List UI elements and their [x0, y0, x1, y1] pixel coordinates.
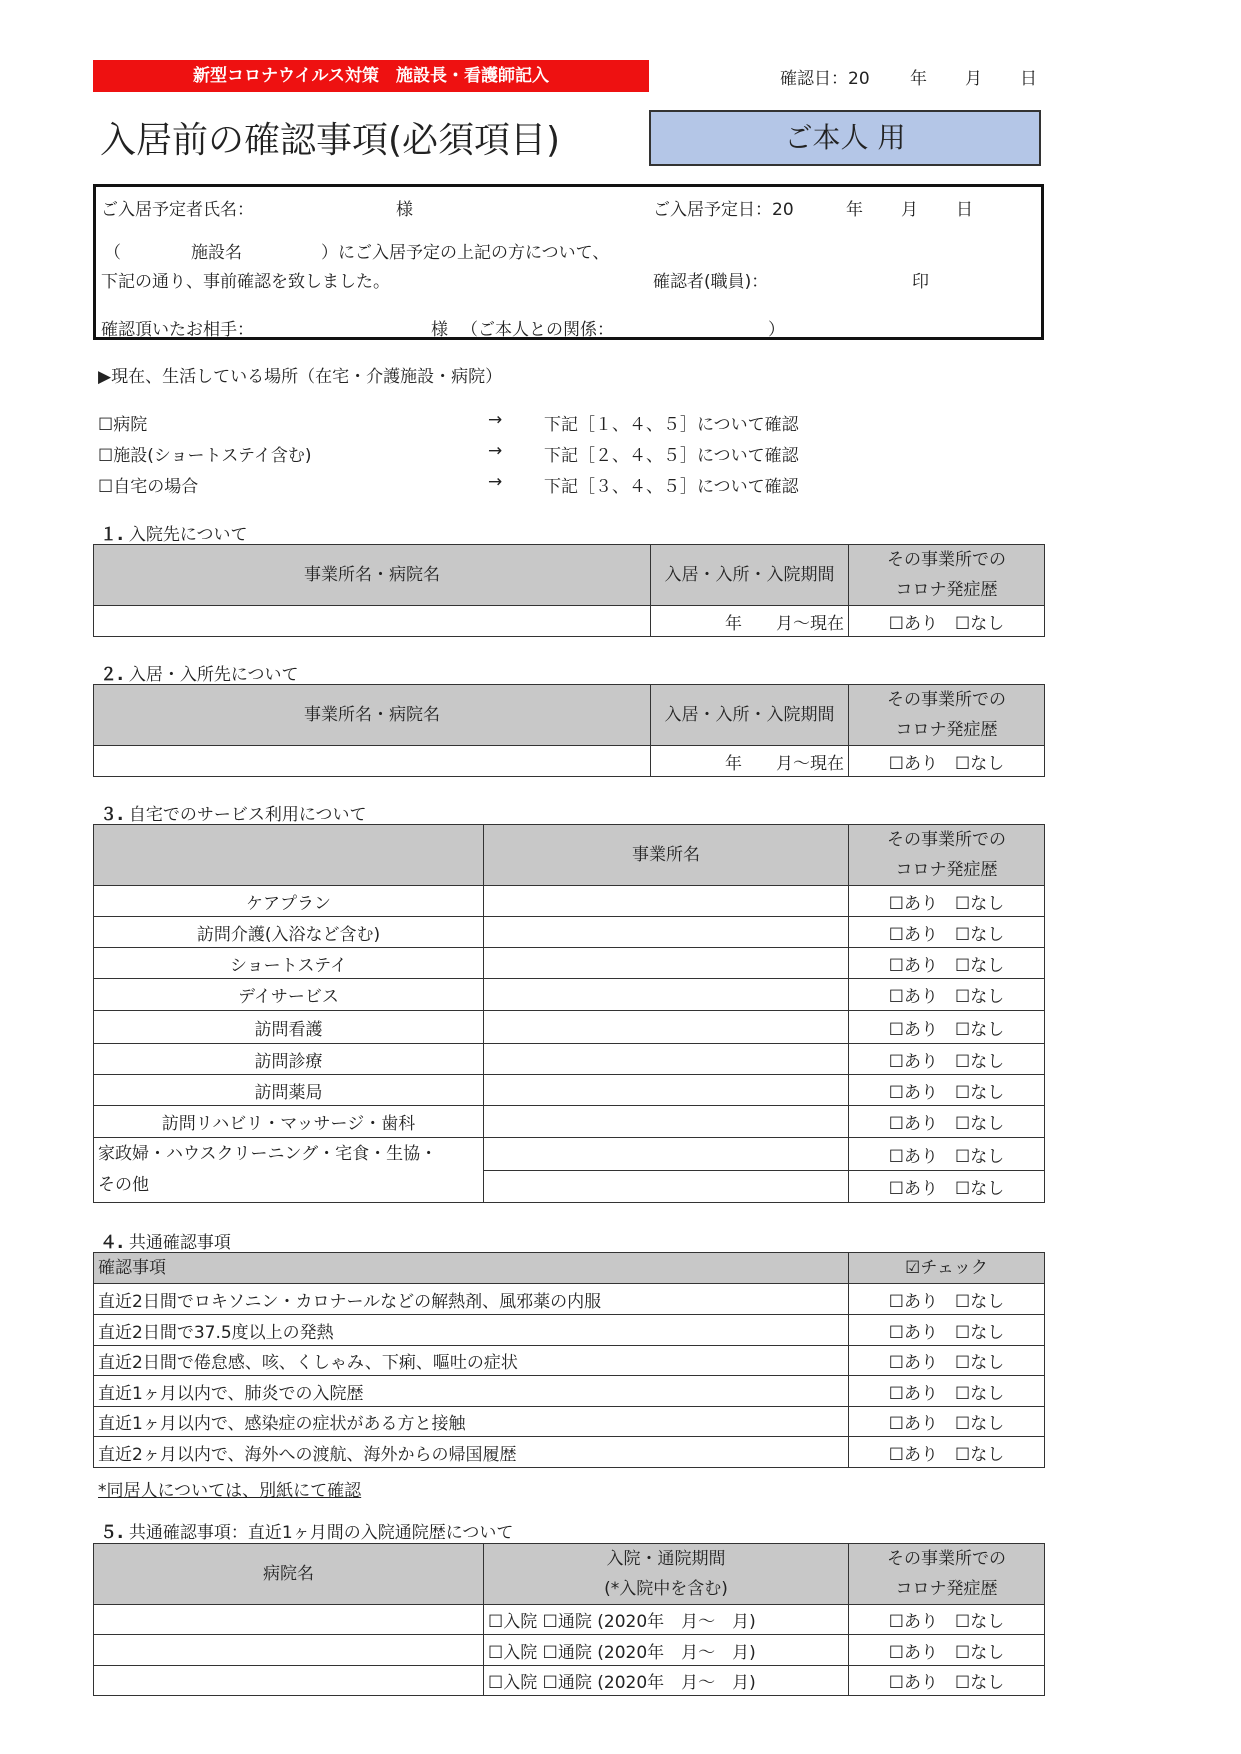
- table-row: [94, 1407, 1045, 1437]
- section-4-heading: ４. 共通確認事項: [100, 1233, 231, 1253]
- table-row: [94, 1284, 1045, 1315]
- corona-check[interactable]: ☐あり ☐なし: [849, 948, 1045, 979]
- place-option-hospital[interactable]: ☐病院: [98, 415, 148, 435]
- table-row: [94, 1376, 1045, 1407]
- place-heading: ▶現在、生活している場所（在宅・介護施設・病院）: [98, 367, 503, 387]
- section-3-heading: ３. 自宅でのサービス利用について: [100, 805, 367, 825]
- col-check: ☑チェック: [849, 1253, 1045, 1284]
- section-1-heading: １. 入院先について: [100, 525, 248, 545]
- office-cell[interactable]: [484, 1138, 849, 1171]
- office-cell[interactable]: [484, 1075, 849, 1106]
- red-banner: 新型コロナウイルス対策 施設長・看護師記入: [93, 60, 649, 92]
- service-name: 訪問診療: [94, 1044, 484, 1075]
- office-cell[interactable]: [484, 917, 849, 948]
- check-cell[interactable]: ☐あり ☐なし: [849, 1407, 1045, 1437]
- arrow-icon: →: [488, 441, 503, 461]
- col-corona: その事業所での コロナ発症歴: [849, 685, 1045, 746]
- col-office: 事業所名・病院名: [94, 685, 651, 746]
- office-cell[interactable]: [484, 948, 849, 979]
- office-cell[interactable]: [484, 979, 849, 1011]
- place-option-home[interactable]: ☐自宅の場合: [98, 477, 199, 497]
- col-service: [94, 825, 484, 886]
- place-option-facility[interactable]: ☐施設(ショートステイ含む): [98, 446, 312, 466]
- col-period: 入居・入所・入院期間: [651, 545, 849, 606]
- period-cell[interactable]: ☐入院 ☐通院 (2020年 月～ 月): [484, 1666, 849, 1696]
- table-row: [94, 1605, 1045, 1635]
- corona-check[interactable]: ☐あり ☐なし: [849, 1138, 1045, 1171]
- hospital-cell[interactable]: [94, 1605, 484, 1635]
- col-corona: その事業所での コロナ発症歴: [849, 825, 1045, 886]
- table-row: [94, 1138, 1045, 1171]
- corona-check[interactable]: ☐あり ☐なし: [849, 886, 1045, 917]
- service-name-other: 家政婦・ハウスクリーニング・宅食・生協・ その他: [94, 1138, 484, 1203]
- table-row: [94, 1346, 1045, 1376]
- honnin-label: ご本人 用: [649, 110, 1041, 166]
- place-target: 下記［３、４、５］について確認: [544, 477, 799, 497]
- check-cell[interactable]: ☐あり ☐なし: [849, 1437, 1045, 1468]
- table-row: [94, 1106, 1045, 1138]
- check-item: 直近2日間で37.5度以上の発熱: [94, 1315, 849, 1346]
- check-cell[interactable]: ☐あり ☐なし: [849, 1315, 1045, 1346]
- page-title: 入居前の確認事項(必須項目): [100, 120, 561, 161]
- service-name: 訪問看護: [94, 1011, 484, 1044]
- table-row: [94, 1315, 1045, 1346]
- service-name: ショートステイ: [94, 948, 484, 979]
- office-cell[interactable]: [484, 1044, 849, 1075]
- corona-check[interactable]: ☐あり ☐なし: [849, 1011, 1045, 1044]
- table-row: [94, 1011, 1045, 1044]
- table-row: [94, 1635, 1045, 1666]
- col-period: 入居・入所・入院期間: [651, 685, 849, 746]
- table-row: [94, 1044, 1045, 1075]
- section-2-table: [93, 684, 1045, 777]
- check-cell[interactable]: ☐あり ☐なし: [849, 1284, 1045, 1315]
- table-row: [94, 979, 1045, 1011]
- service-name: 訪問薬局: [94, 1075, 484, 1106]
- hospital-cell[interactable]: [94, 1666, 484, 1696]
- check-item: 直近2日間でロキソニン・カロナールなどの解熱剤、風邪薬の内服: [94, 1284, 849, 1315]
- corona-check[interactable]: ☐あり ☐なし: [849, 1666, 1045, 1696]
- place-target: 下記［１、４、５］について確認: [544, 415, 799, 435]
- col-corona: その事業所での コロナ発症歴: [849, 1544, 1045, 1605]
- col-item: 確認事項: [94, 1253, 849, 1284]
- corona-check[interactable]: ☐あり ☐なし: [849, 606, 1045, 637]
- period-cell[interactable]: ☐入院 ☐通院 (2020年 月～ 月): [484, 1605, 849, 1635]
- corona-check[interactable]: ☐あり ☐なし: [849, 1075, 1045, 1106]
- table-row: [94, 886, 1045, 917]
- info-box: ご入居予定者氏名： 様 ご入居予定日：20 年 月 日 （ 施設名 ）にご入居予定の上記の方について、 下記の通り、事前確認を致しました。 確認者(職員)： 印 確認頂いたお相手： 様 （ご本人との関係： ）: [93, 184, 1044, 340]
- corona-check[interactable]: ☐あり ☐なし: [849, 746, 1045, 777]
- check-item: 直近2ヶ月以内で、海外への渡航、海外からの帰国履歴: [94, 1437, 849, 1468]
- office-cell[interactable]: [484, 1011, 849, 1044]
- arrow-icon: →: [488, 410, 503, 430]
- col-corona: その事業所での コロナ発症歴: [849, 545, 1045, 606]
- corona-check[interactable]: ☐あり ☐なし: [849, 1635, 1045, 1666]
- table-row: [94, 917, 1045, 948]
- table-row: [94, 948, 1045, 979]
- period-cell[interactable]: 年 月～現在: [651, 606, 849, 637]
- table-row: [94, 606, 1045, 637]
- section-2-heading: ２. 入居・入所先について: [100, 665, 299, 685]
- section-5-heading: ５. 共通確認事項：直近1ヶ月間の入院通院歴について: [100, 1523, 514, 1543]
- office-cell[interactable]: [94, 606, 651, 637]
- table-row: [94, 1075, 1045, 1106]
- check-item: 直近1ヶ月以内で、肺炎での入院歴: [94, 1376, 849, 1407]
- col-office: 事業所名: [484, 825, 849, 886]
- check-cell[interactable]: ☐あり ☐なし: [849, 1346, 1045, 1376]
- section-1-table: [93, 544, 1045, 637]
- service-name: 訪問リハビリ・マッサージ・歯科: [94, 1106, 484, 1138]
- office-cell[interactable]: [484, 1106, 849, 1138]
- col-hospital: 病院名: [94, 1544, 484, 1605]
- table-row: [94, 746, 1045, 777]
- hospital-cell[interactable]: [94, 1635, 484, 1666]
- col-period: 入院・通院期間 (*入院中を含む): [484, 1544, 849, 1605]
- service-name: デイサービス: [94, 979, 484, 1011]
- section-3-table: [93, 824, 1045, 1203]
- corona-check[interactable]: ☐あり ☐なし: [849, 1171, 1045, 1203]
- arrow-icon: →: [488, 472, 503, 492]
- place-target: 下記［２、４、５］について確認: [544, 446, 799, 466]
- table-row: [94, 1666, 1045, 1696]
- period-cell[interactable]: 年 月～現在: [651, 746, 849, 777]
- check-cell[interactable]: ☐あり ☐なし: [849, 1376, 1045, 1407]
- service-name: 訪問介護(入浴など含む): [94, 917, 484, 948]
- corona-check[interactable]: ☐あり ☐なし: [849, 1106, 1045, 1138]
- service-name: ケアプラン: [94, 886, 484, 917]
- col-office: 事業所名・病院名: [94, 545, 651, 606]
- corona-check[interactable]: ☐あり ☐なし: [849, 917, 1045, 948]
- check-item: 直近2日間で倦怠感、咳、くしゃみ、下痢、嘔吐の症状: [94, 1346, 849, 1376]
- office-cell[interactable]: [484, 886, 849, 917]
- office-cell[interactable]: [94, 746, 651, 777]
- section-4-table: [93, 1252, 1045, 1468]
- period-cell[interactable]: ☐入院 ☐通院 (2020年 月～ 月): [484, 1635, 849, 1666]
- corona-check[interactable]: ☐あり ☐なし: [849, 979, 1045, 1011]
- corona-check[interactable]: ☐あり ☐なし: [849, 1605, 1045, 1635]
- cohabitant-note: *同居人については、別紙にて確認: [98, 1481, 362, 1501]
- check-item: 直近1ヶ月以内で、感染症の症状がある方と接触: [94, 1407, 849, 1437]
- section-5-table: [93, 1543, 1045, 1696]
- office-cell[interactable]: [484, 1171, 849, 1203]
- table-row: [94, 1437, 1045, 1468]
- corona-check[interactable]: ☐あり ☐なし: [849, 1044, 1045, 1075]
